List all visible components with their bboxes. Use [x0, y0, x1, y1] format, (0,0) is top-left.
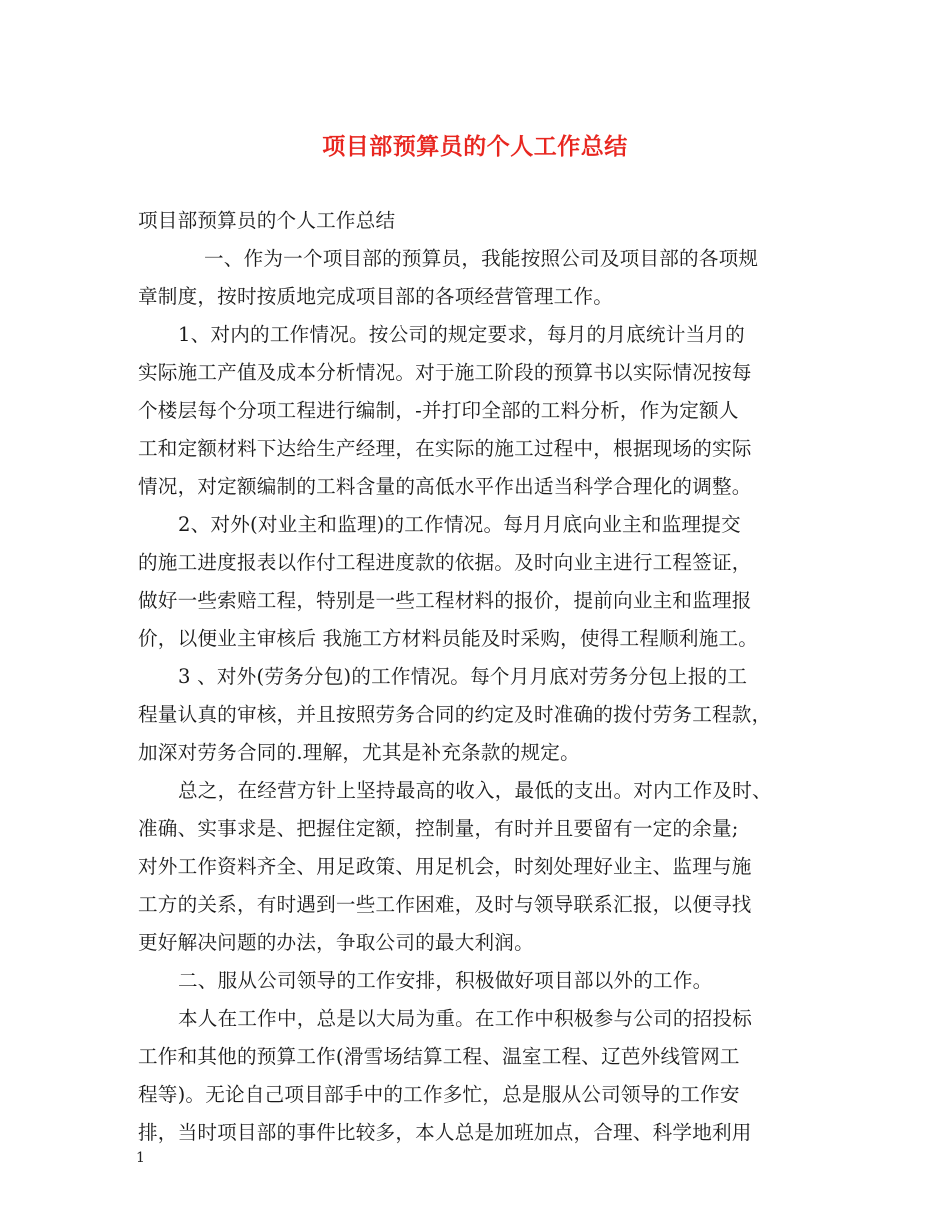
- paragraph-line: 工和定额材料下达给生产经理，在实际的施工过程中，根据现场的实际: [138, 437, 752, 460]
- paragraph-line: 程等)。无论自己项目部手中的工作多忙，总是服从公司领导的工作安: [138, 1083, 740, 1106]
- paragraph-line: 价，以便业主审核后 我施工方材料员能及时采购，使得工程顺利施工。: [138, 627, 759, 650]
- paragraph-line: 程量认真的审核，并且按照劳务合同的约定及时准确的拨付劳务工程款，: [138, 703, 772, 726]
- page-number: 1: [136, 1150, 145, 1166]
- paragraph-line: 更好解决问题的办法，争取公司的最大利润。: [138, 931, 534, 954]
- paragraph-line: 排，当时项目部的事件比较多，本人总是加班加点，合理、科学地利用: [138, 1121, 752, 1144]
- paragraph-line: 工作和其他的预算工作(滑雪场结算工程、温室工程、辽芭外线管网工: [138, 1045, 740, 1068]
- paragraph-line: 总之，在经营方针上坚持最高的收入，最低的支出。对内工作及时、: [178, 779, 772, 802]
- paragraph-line: 3 、对外(劳务分包)的工作情况。每个月月底对劳务分包上报的工: [178, 665, 748, 688]
- paragraph-line: 实际施工产值及成本分析情况。对于施工阶段的预算书以实际情况按每: [138, 361, 752, 384]
- paragraph-line: 做好一些索赔工程，特别是一些工程材料的报价，提前向业主和监理报: [138, 589, 752, 612]
- paragraph-line: 本人在工作中，总是以大局为重。在工作中积极参与公司的招投标: [178, 1007, 753, 1030]
- paragraph-line: 个楼层每个分项工程进行编制，-并打印全部的工料分析，作为定额人: [138, 399, 739, 422]
- paragraph-line: 1、对内的工作情况。按公司的规定要求，每月的月底统计当月的: [178, 323, 745, 346]
- document-body: [138, 202, 828, 1152]
- paragraph-line: 对外工作资料齐全、用足政策、用足机会，时刻处理好业主、监理与施: [138, 855, 752, 878]
- paragraph-line: 的施工进度报表以作付工程进度款的依据。及时向业主进行工程签证，: [138, 551, 752, 574]
- document-title: 项目部预算员的个人工作总结: [322, 133, 628, 160]
- paragraph-line: 一、作为一个项目部的预算员，我能按照公司及项目部的各项规: [204, 247, 759, 270]
- paragraph-line: 章制度，按时按质地完成项目部的各项经营管理工作。: [138, 285, 614, 308]
- paragraph-line: 二、服从公司领导的工作安排，积极做好项目部以外的工作。: [178, 969, 713, 992]
- paragraph-line: 工方的关系，有时遇到一些工作困难，及时与领导联系汇报，以便寻找: [138, 893, 752, 916]
- paragraph-line: 加深对劳务合同的.理解，尤其是补充条款的规定。: [138, 741, 580, 764]
- paragraph-line: 2、对外(对业主和监理)的工作情况。每月月底向业主和监理提交: [178, 513, 741, 536]
- paragraph-line: 准确、实事求是、把握住定额，控制量，有时并且要留有一定的余量;: [138, 817, 739, 840]
- paragraph-line: 情况，对定额编制的工料含量的高低水平作出适当科学合理化的调整。: [138, 475, 752, 498]
- subtitle-line: 项目部预算员的个人工作总结: [138, 209, 396, 232]
